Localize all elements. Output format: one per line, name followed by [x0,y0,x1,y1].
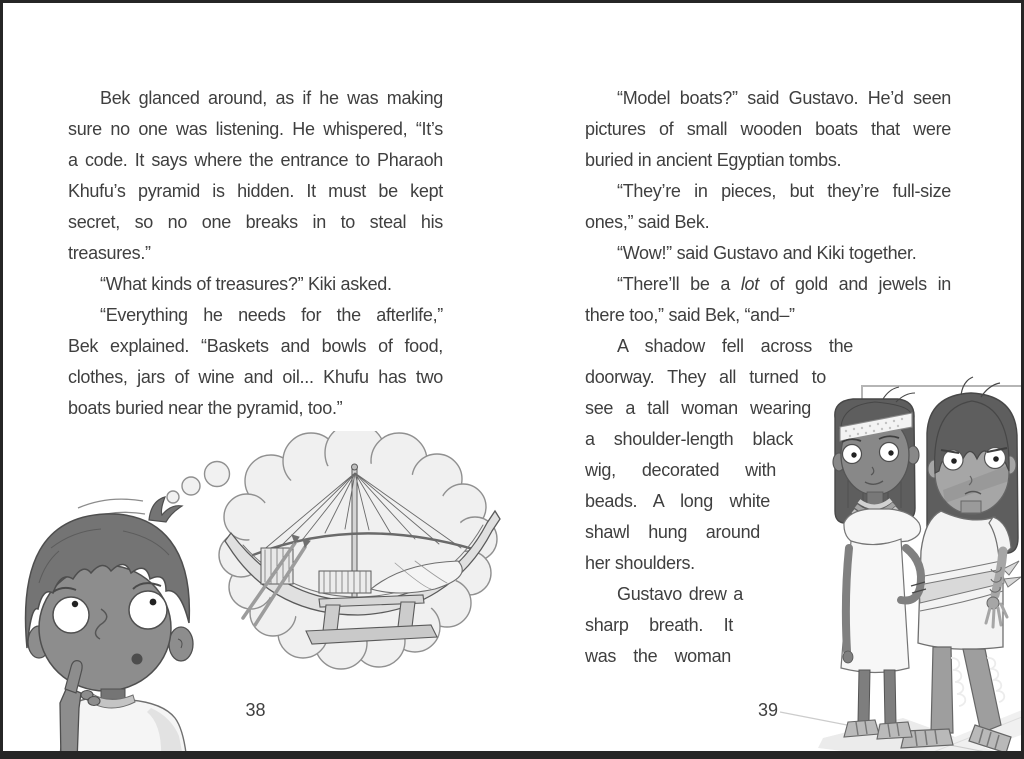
text-line: buried in ancient Egyptian tombs. [585,150,842,170]
text-line: see a tall woman wearing [585,398,811,418]
text-line: sure no one was listening. He whispered, “It’s [68,119,443,139]
thought-bubble-trail [167,462,230,504]
text-line: there too,” said Bek, “and–” [585,305,795,325]
text-line: boats buried near the pyramid, too.” [68,398,343,418]
eye [129,591,167,629]
right-page-text [585,83,951,672]
text-line: Gustavo drew a [617,584,743,604]
text-line: ones,” said Bek. [585,212,710,232]
bottom-edge-bar [3,751,1021,759]
text-line: “What kinds of treasures?” Kiki asked. [100,274,392,294]
text-line: Bek explained. “Baskets and bowls of food, [68,336,443,356]
text-line: was the woman [585,646,731,666]
text-line: “Everything he needs for the afterlife,” [100,305,443,325]
text-segment: of gold and jewels in [758,274,951,294]
eye [53,597,89,633]
text-line: beads. A long white [585,491,770,511]
sandal [877,722,912,739]
text-line: “They’re in pieces, but they’re full-size [617,181,951,201]
text-line: a code. It says where the entrance to Pharaoh [68,150,443,170]
neck [961,501,981,513]
text-line [585,269,951,300]
left-page-text [68,83,443,424]
text-line: Bek glanced around, as if he was making [100,88,443,108]
text-segment: “There’ll be a [617,274,741,294]
text-line: “Model boats?” said Gustavo. He’d seen [617,88,951,108]
page-number-right: 39 [757,700,779,720]
text-line: sharp breath. It [585,615,733,635]
italic-word: lot [740,274,759,294]
text-line: a shoulder-length black [585,429,793,449]
text-line: A shadow fell across the [617,336,853,356]
leg-laces [951,658,965,706]
text-line: clothes, jars of wine and oil... Khufu has two [68,367,443,387]
text-line: “Wow!” said Gustavo and Kiki together. [617,243,917,263]
text-line: doorway. They all turned to [585,367,826,387]
text-line: shawl hung around [585,522,760,542]
ear [169,627,193,661]
text-line: her shoulders. [585,553,695,573]
mouth [132,654,143,665]
text-line: Khufu’s pyramid is hidden. It must be kept [68,181,443,201]
sandal [844,720,879,737]
text-line: wig, decorated with [585,460,776,480]
page-number-left: 38 [245,700,266,720]
text-line: secret, so no one breaks in to steal his [68,212,443,232]
text-line: treasures.” [68,243,151,263]
text-line: pictures of small wooden boats that were [585,119,951,139]
